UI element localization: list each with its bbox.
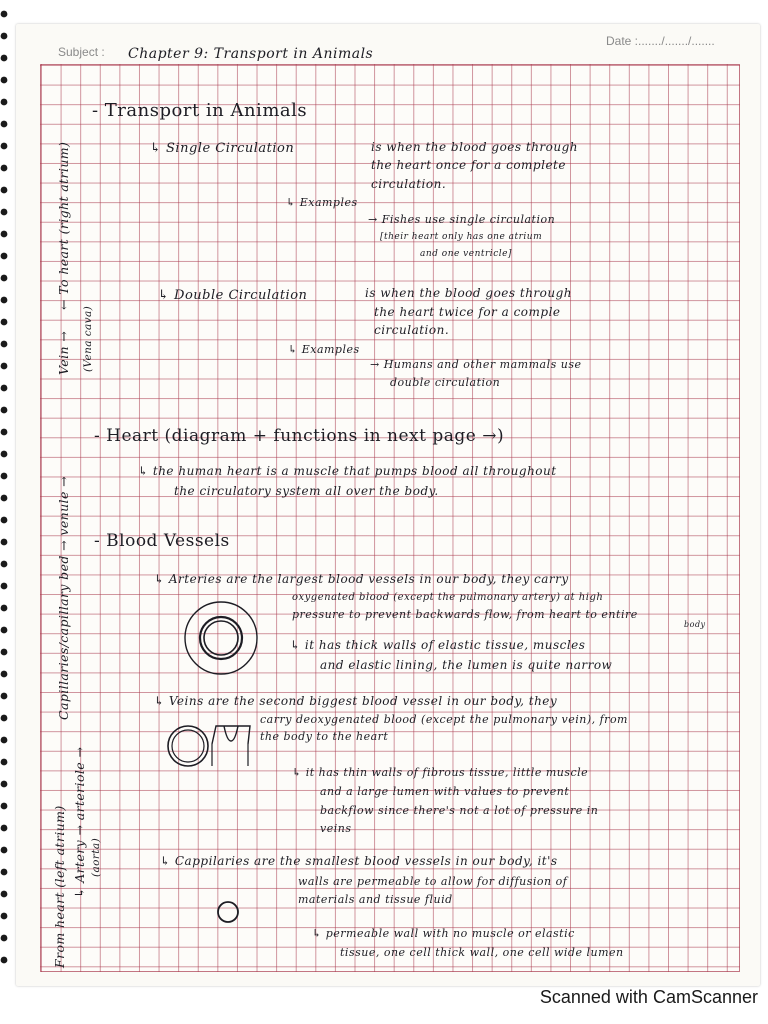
heart-line-2: the circulatory system all over the body.	[174, 484, 439, 498]
margin-note-to-heart: ← To heart (right atrium)	[56, 141, 71, 310]
veins-line-1: ↳ Veins are the second biggest blood vessel in our body, they	[154, 694, 558, 708]
subject-value: Chapter 9: Transport in Animals	[128, 46, 374, 62]
examples-label-1: ↳ Examples	[286, 196, 358, 209]
capillary-cross-section-drawing	[214, 898, 242, 926]
capillaries-sub-line-1: ↳ permeable wall with no muscle or elastic	[312, 927, 575, 940]
veins-line-3: the body to the heart	[260, 730, 389, 743]
single-circulation-line-2: the heart once for a complete	[371, 158, 566, 172]
heart-line-1: ↳ the human heart is a muscle that pumps blood all throughout	[138, 464, 557, 478]
subject-label: Subject :	[58, 45, 105, 59]
example-fishes: → Fishes use single circulation	[368, 213, 556, 226]
arteries-line-1: ↳ Arteries are the largest blood vessels in our body, they carry	[154, 572, 569, 586]
double-circulation-line-2: the heart twice for a comple	[374, 305, 561, 319]
example-fishes-note-2: and one ventricle]	[420, 249, 512, 259]
arteries-line-3: pressure to prevent backwards flow, from heart to entire	[292, 608, 638, 621]
single-circulation-line-3: circulation.	[371, 177, 447, 191]
artery-cross-section-drawing	[178, 598, 264, 678]
heading-transport: - Transport in Animals	[92, 100, 308, 121]
arteries-sub-line-1: ↳ it has thick walls of elastic tissue, muscles	[290, 638, 586, 652]
heading-blood-vessels: - Blood Vessels	[94, 531, 230, 551]
double-circulation-label: ↳ Double Circulation	[158, 288, 308, 303]
single-circulation-line-1: is when the blood goes through	[371, 140, 579, 154]
capillaries-line-1: ↳ Cappilaries are the smallest blood vessels in our body, it's	[160, 854, 558, 868]
capillaries-sub-line-2: tissue, one cell thick wall, one cell wide lumen	[340, 946, 624, 959]
single-circulation-label: ↳ Single Circulation	[150, 141, 295, 156]
veins-sub-line-1: ↳ it has thin walls of fibrous tissue, little muscle	[292, 766, 589, 779]
date-label: Date :......./......./.......	[606, 34, 715, 48]
margin-note-from-heart: From heart (left atrium)	[52, 805, 67, 968]
arteries-line-3-body: body	[684, 620, 706, 629]
example-humans-1: → Humans and other mammals use	[370, 358, 582, 371]
veins-line-2: carry deoxygenated blood (except the pulmonary vein), from	[260, 713, 628, 726]
arteries-sub-line-2: and elastic lining, the lumen is quite narrow	[320, 658, 613, 672]
camscanner-watermark: Scanned with CamScanner	[539, 987, 758, 1007]
margin-note-aorta: (aorta)	[90, 837, 102, 877]
margin-note-artery: ↳ Artery → arteriole →	[72, 746, 87, 898]
veins-sub-line-3: backflow since there's not a lot of pressure in	[320, 804, 599, 817]
example-humans-2: double circulation	[390, 376, 501, 389]
grid-area	[40, 64, 740, 972]
veins-sub-line-2: and a large lumen with values to prevent	[320, 785, 570, 798]
example-fishes-note-1: [their heart only has one atrium	[380, 232, 543, 242]
arteries-line-2: oxygenated blood (except the pulmonary artery) at high	[292, 592, 604, 603]
veins-sub-line-4: veins	[320, 822, 352, 835]
double-circulation-line-3: circulation.	[374, 323, 450, 337]
margin-note-capillaries: Capillaries/capillary bed → venule →	[56, 476, 71, 720]
margin-note-vena-cava: (Vena cava)	[82, 305, 94, 372]
double-circulation-line-1: is when the blood goes through	[365, 286, 573, 300]
vein-cross-section-drawing	[162, 716, 258, 774]
capillaries-line-3: materials and tissue fluid	[298, 893, 453, 906]
spiral-binding	[0, 0, 14, 1000]
examples-label-2: ↳ Examples	[288, 343, 360, 356]
margin-note-vein: Vein →	[56, 330, 71, 375]
capillaries-line-2: walls are permeable to allow for diffusion of	[298, 875, 568, 888]
heading-heart: - Heart (diagram + functions in next page →)	[94, 426, 505, 446]
